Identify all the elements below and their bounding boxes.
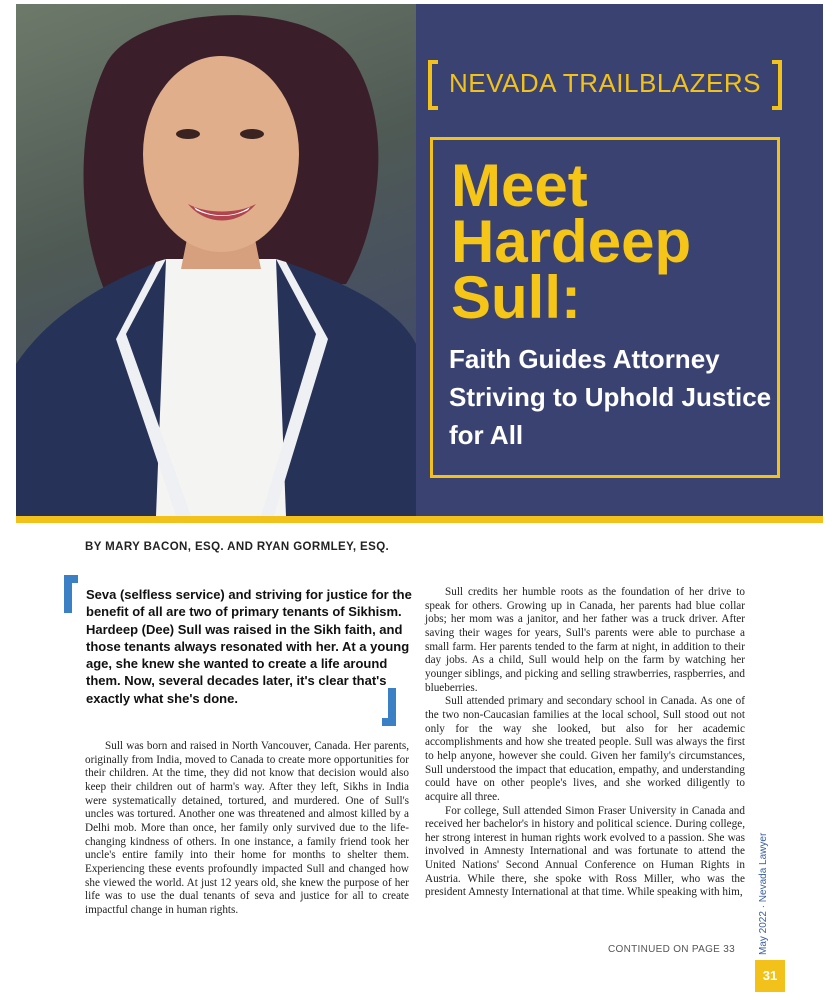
headline-title: Meet Hardeep Sull: xyxy=(451,152,692,331)
quote-bracket-open xyxy=(64,575,78,613)
paragraph: For college, Sull attended Simon Fraser University in Canada and received her bachelor's in history and political science. During college, her strong interest in human rights work evolved to a passion. She was involved in Amnesty International and was fortunate to attend the United Nations' Second Annual Conference on Human Rights in Austria. While there, she spoke with Ross Miller, who was the president Amnesty International at that time. While speaking with him, xyxy=(425,804,745,899)
page-number: 31 xyxy=(755,960,785,992)
issue-label: May 2022 · Nevada Lawyer xyxy=(758,832,769,955)
quote-bracket-close xyxy=(382,688,396,726)
gold-divider xyxy=(16,516,823,523)
pull-quote: Seva (selfless service) and striving for justice for the benefit of all are two of primary tenants of Sikhism. Hardeep (Dee) Sull was raised in the Sikh faith, and those tenants always resonated with her. At a young age, she knew she wanted to create a life around them. Now, several decades later, it's clear that's exactly what she's done. xyxy=(86,587,412,706)
article-column-right xyxy=(425,586,745,900)
portrait-photo xyxy=(16,4,416,516)
hero-banner xyxy=(16,4,823,516)
paragraph: Sull was born and raised in North Vancouver, Canada. Her parents, originally from India, moved to Canada to create more opportunities for their children. At the time, they did not know that decision would also keep their children out of harm's way. After they left, Sikhs in India were systematically detained, tortured, and murdered. One of Sull's uncles was tortured. Another one was threatened and almost killed by a Delhi mob. More than once, her family only survived due to the life-changing kindness of others. In one instance, a family friend took her uncle's entire family into their home for months to shelter them. Experiencing these events profoundly impacted Sull and changed how she viewed the world. At just 12 years old, she knew the purpose of her life was to use the dual tenants of seva and justice for all to create impactful change in human rights. xyxy=(85,740,409,916)
section-kicker xyxy=(428,60,782,110)
kicker-label: NEVADA TRAILBLAZERS xyxy=(449,68,761,98)
article-column-left xyxy=(85,740,409,918)
continued-link[interactable]: CONTINUED ON PAGE 33 xyxy=(608,944,735,955)
byline: BY MARY BACON, ESQ. AND RYAN GORMLEY, ESQ. xyxy=(85,541,390,553)
paragraph: Sull credits her humble roots as the foundation of her drive to speak for others. Growing up in Canada, her parents had blue collar jobs; her mom was a janitor, and her father was a truck driver. After saving their wages for years, Sull's parents were able to purchase a small farm. Her parents tended to the farm at night, in addition to their day jobs. As a child, Sull would help on the farm by watching her younger siblings, and picking and selling strawberries, raspberries, and blueberries. xyxy=(425,586,745,694)
kicker-bracket-right xyxy=(772,60,782,110)
headline-subtitle: Faith Guides Attorney Striving to Uphold Justice for All xyxy=(449,344,772,450)
issue-sidebar xyxy=(758,805,776,955)
headline-box xyxy=(430,137,780,478)
paragraph: Sull attended primary and secondary school in Canada. As one of the two non-Caucasian families at the local school, Sull stood out not only for the way she looked, but also for her academic accomplishments and how she treated people. Sull was always the first to help anyone, however she could. Given her family's circumstances, Sull understood the impact that education, empathy, and understanding could have on other people's lives, and she worked diligently to acquire all three. xyxy=(425,695,745,803)
